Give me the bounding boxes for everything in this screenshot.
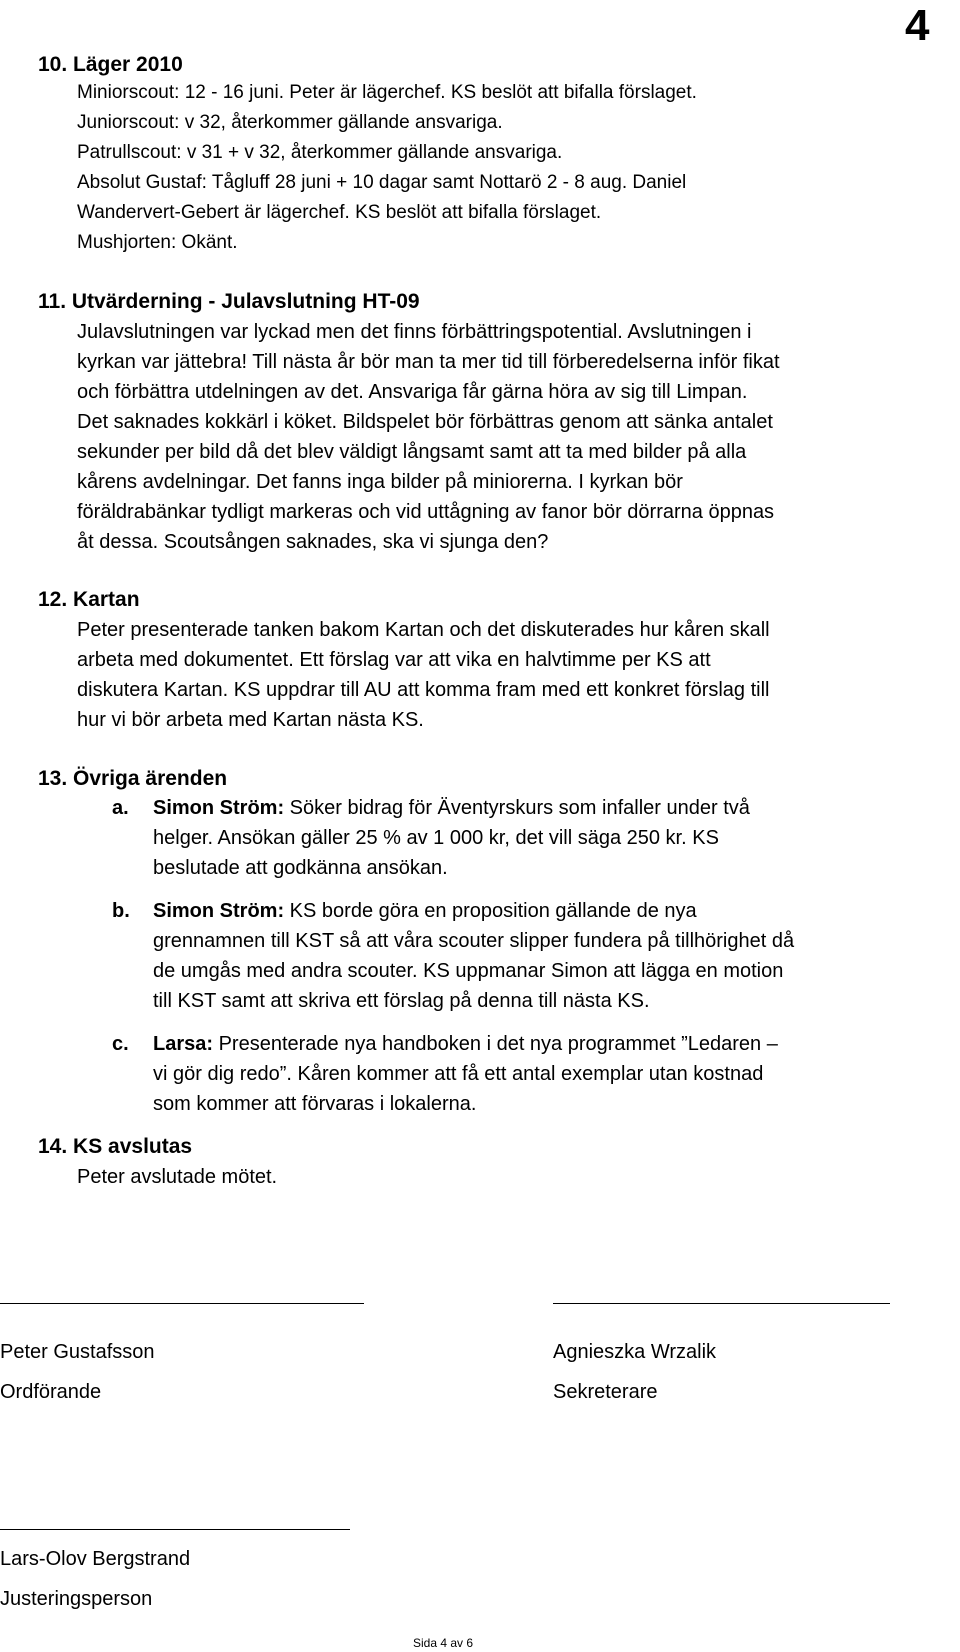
section-11-line: kårens avdelningar. Det fanns inga bilder på miniorerna. I kyrkan bör [77, 471, 683, 493]
list-item-letter: b. [112, 900, 130, 922]
chair-role: Ordförande [0, 1381, 102, 1403]
list-item-text: som kommer att förvaras i lokalerna. [153, 1093, 477, 1115]
adjuster-role: Justeringsperson [0, 1588, 153, 1610]
secretary-role: Sekreterare [553, 1381, 658, 1403]
signature-line-adjuster [0, 1529, 350, 1530]
section-10-line: Wandervert-Gebert är lägerchef. KS beslöt att bifalla förslaget. [77, 202, 602, 223]
section-11-heading: 11. Utvärderning - Julavslutning HT-09 [38, 290, 420, 313]
section-11-line: och förbättra utdelningen av det. Ansvariga får gärna höra av sig till Limpan. [77, 381, 748, 403]
list-item-text: beslutade att godkänna ansökan. [153, 857, 448, 879]
section-11-body [77, 317, 957, 557]
section-10-heading: 10. Läger 2010 [38, 53, 183, 76]
section-12-line: arbeta med dokumentet. Ett förslag var att vika en halvtimme per KS att [77, 649, 711, 671]
list-item-text: helger. Ansökan gäller 25 % av 1 000 kr, det vill säga 250 kr. KS [153, 827, 719, 849]
section-10-line: Miniorscout: 12 - 16 juni. Peter är lägerchef. KS beslöt att bifalla förslaget. [77, 82, 697, 103]
section-14-line: Peter avslutade mötet. [77, 1166, 278, 1188]
list-item-text: de umgås med andra scouter. KS uppmanar Simon att lägga en motion [153, 960, 784, 982]
list-item-letter: c. [112, 1033, 129, 1055]
section-11-line: Det saknades kokkärl i köket. Bildspelet bör förbättras genom att sänka antalet [77, 411, 773, 433]
list-item [0, 1029, 960, 1124]
list-item-text: vi gör dig redo”. Kåren kommer att få ett antal exemplar utan kostnad [153, 1063, 764, 1085]
signature-line-secretary [553, 1303, 890, 1304]
list-item-text: till KST samt att skriva ett förslag på denna till nästa KS. [153, 990, 650, 1012]
list-item [0, 896, 960, 1021]
list-item-body [153, 1029, 913, 1119]
section-12-line: diskutera Kartan. KS uppdrar till AU att komma fram med ett konkret förslag till [77, 679, 770, 701]
section-11-line: kyrkan var jättebra! Till nästa år bör man ta mer tid till förberedelserna inför fikat [77, 351, 780, 373]
person-name: Simon Ström: [153, 797, 285, 819]
section-14-heading: 14. KS avslutas [38, 1135, 193, 1158]
section-12-body [77, 615, 957, 735]
page-number: 4 [905, 1, 930, 50]
list-item-text: KS borde göra en proposition gällande de nya [284, 900, 697, 922]
chair-name: Peter Gustafsson [0, 1341, 155, 1363]
section-12-heading: 12. Kartan [38, 588, 140, 611]
signature-line-chair [0, 1303, 364, 1304]
section-11-line: sekunder per bild då det blev väldigt långsamt samt att ta med bilder på alla [77, 441, 747, 463]
person-name: Larsa: [153, 1033, 214, 1055]
person-name: Simon Ström: [153, 900, 285, 922]
section-11-line: föräldrabänkar tydligt markeras och vid uttågning av fanor bör dörrarna öppnas [77, 501, 775, 523]
list-item-text: Söker bidrag för Äventyrskurs som infaller under två [284, 797, 750, 819]
section-12-line: Peter presenterade tanken bakom Kartan och det diskuterades hur kåren skall [77, 619, 770, 641]
page-footer: Sida 4 av 6 [413, 1636, 474, 1650]
list-item-text: grennamnen till KST så att våra scouter slipper fundera på tillhörighet då [153, 930, 795, 952]
adjuster-name: Lars-Olov Bergstrand [0, 1548, 191, 1570]
section-10-line: Mushjorten: Okänt. [77, 232, 238, 253]
section-10-line: Patrullscout: v 31 + v 32, återkommer gällande ansvariga. [77, 142, 563, 163]
section-10-line: Juniorscout: v 32, återkommer gällande ansvariga. [77, 112, 503, 133]
section-10-body [77, 78, 957, 258]
list-item-letter: a. [112, 797, 129, 819]
section-10-line: Absolut Gustaf: Tågluff 28 juni + 10 dagar samt Nottarö 2 - 8 aug. Daniel [77, 172, 687, 193]
list-item [0, 793, 960, 888]
list-item-text: Presenterade nya handboken i det nya programmet ”Ledaren – [213, 1033, 778, 1055]
secretary-name: Agnieszka Wrzalik [553, 1341, 717, 1363]
section-11-line: åt dessa. Scoutsången saknades, ska vi sjunga den? [77, 531, 549, 553]
list-item-body [153, 896, 913, 1016]
section-12-line: hur vi bör arbeta med Kartan nästa KS. [77, 709, 424, 731]
section-14-body [77, 1162, 957, 1192]
list-item-body [153, 793, 913, 883]
section-13-heading: 13. Övriga ärenden [38, 767, 228, 790]
section-11-line: Julavslutningen var lyckad men det finns förbättringspotential. Avslutningen i [77, 321, 752, 343]
